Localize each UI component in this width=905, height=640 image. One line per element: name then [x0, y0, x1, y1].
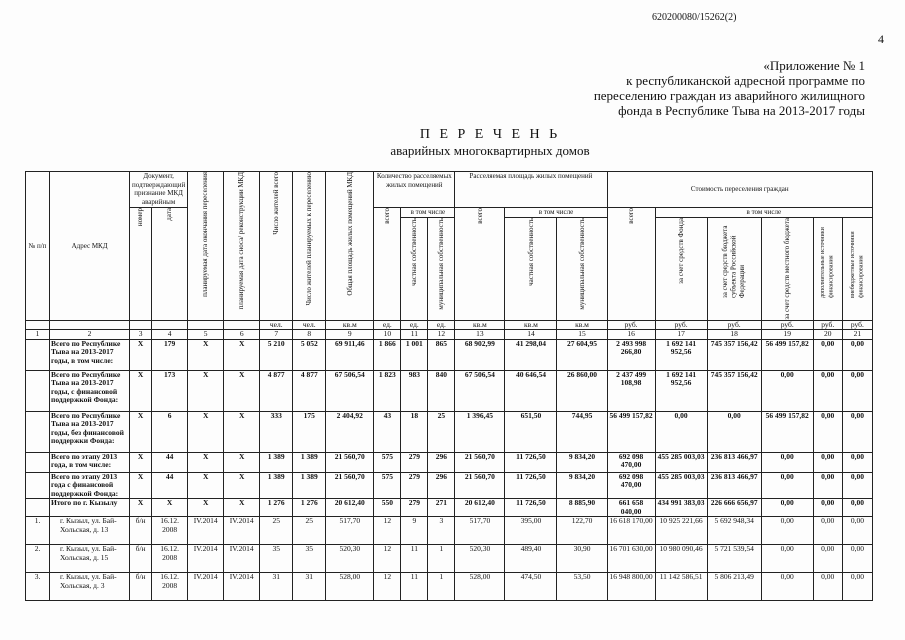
table-cell: б/н — [130, 545, 152, 573]
table-cell: 25 — [293, 517, 326, 545]
column-number-cell: 4 — [152, 330, 188, 340]
table-cell: Х — [130, 499, 152, 517]
table-cell: 20 612,40 — [326, 499, 374, 517]
table-cell: 517,70 — [455, 517, 505, 545]
table-cell: 489,40 — [505, 545, 557, 573]
column-number-cell: 17 — [655, 330, 707, 340]
column-number-cell: 10 — [374, 330, 401, 340]
table-cell: Х — [130, 452, 152, 472]
table-cell — [26, 411, 50, 452]
table-cell: 0,00 — [813, 545, 842, 573]
table-cell: 68 902,99 — [455, 339, 505, 370]
table-cell: 9 834,20 — [557, 452, 607, 472]
table-cell: 1 389 — [260, 452, 293, 472]
table-cell: 434 991 383,03 — [655, 499, 707, 517]
unit-cell: чел. — [293, 320, 326, 330]
unit-cell: ед. — [401, 320, 428, 330]
column-number-cell: 7 — [260, 330, 293, 340]
table-cell: 10 925 221,66 — [655, 517, 707, 545]
header-premises-incl: в том числе — [401, 208, 455, 218]
table-cell: 12 — [374, 545, 401, 573]
table-cell: 8 885,90 — [557, 499, 607, 517]
header-area-total: всего — [455, 208, 505, 321]
header-planned-end: планируемая дата окончания переселения — [188, 172, 224, 321]
table-cell: 517,70 — [326, 517, 374, 545]
table-cell: 0,00 — [707, 411, 761, 452]
column-number-cell: 21 — [842, 330, 872, 340]
table-cell: 21 560,70 — [455, 452, 505, 472]
table-cell: 0,00 — [761, 545, 813, 573]
document-code: 620200080/15262(2) — [652, 12, 737, 23]
header-premises-total: всего — [374, 208, 401, 321]
table-cell: Х — [188, 339, 224, 370]
table-cell: б/н — [130, 517, 152, 545]
table-cell: IV.2014 — [188, 573, 224, 601]
table-cell: 296 — [428, 472, 455, 499]
table-cell: 12 — [374, 573, 401, 601]
table-cell: 455 285 003,03 — [655, 452, 707, 472]
table-cell: 1 — [428, 573, 455, 601]
table-cell: 41 298,04 — [505, 339, 557, 370]
table-cell: 16.12. 2008 — [152, 517, 188, 545]
table-row — [26, 452, 873, 472]
table-cell: 4 877 — [260, 370, 293, 411]
table-cell: 21 560,70 — [326, 472, 374, 499]
header-premises-count: Количество расселяемых жилых помещений — [374, 172, 455, 208]
table-row — [26, 517, 873, 545]
table-cell: Х — [130, 339, 152, 370]
table-cell: г. Кызыл, ул. Бай-Хольская, д. 13 — [50, 517, 130, 545]
unit-cell: чел. — [260, 320, 293, 330]
header-resettled-area: Расселяемая площадь жилых помещений — [455, 172, 607, 208]
table-cell: 865 — [428, 339, 455, 370]
header-address: Адрес МКД — [50, 172, 130, 321]
table-cell: Всего по Республике Тыва на 2013-2017 годы, без финансовой поддержки Фонда: — [50, 411, 130, 452]
table-cell: 69 911,46 — [326, 339, 374, 370]
table-cell: 10 980 090,46 — [655, 545, 707, 573]
header-cost-incl: в том числе — [655, 208, 872, 218]
table-cell: 1 276 — [260, 499, 293, 517]
column-number-cell: 16 — [607, 330, 655, 340]
column-number-cell: 11 — [401, 330, 428, 340]
table-cell: 11 142 586,51 — [655, 573, 707, 601]
column-number-cell: 2 — [50, 330, 130, 340]
table-cell: 661 658 040,00 — [607, 499, 655, 517]
table-cell: 9 834,20 — [557, 472, 607, 499]
table-cell: Х — [224, 472, 260, 499]
table-cell: 474,50 — [505, 573, 557, 601]
table-header — [26, 172, 873, 340]
header-area-municipal: муниципальная собственность — [557, 218, 607, 321]
table-cell: 16 618 170,00 — [607, 517, 655, 545]
table-cell: 1 276 — [293, 499, 326, 517]
table-cell: 122,70 — [557, 517, 607, 545]
table-row — [26, 411, 873, 452]
table-cell — [26, 452, 50, 472]
table-cell: 279 — [401, 472, 428, 499]
table-cell: 0,00 — [761, 499, 813, 517]
table-cell: Всего по Республике Тыва на 2013-2017 годы, с финансовой поддержкой Фонда: — [50, 370, 130, 411]
table-cell: 1 389 — [293, 452, 326, 472]
table-cell: 56 499 157,82 — [761, 339, 813, 370]
column-number-cell: 19 — [761, 330, 813, 340]
table-cell: 30,90 — [557, 545, 607, 573]
table-row — [26, 339, 873, 370]
table-cell: 44 — [152, 472, 188, 499]
table-cell: 0,00 — [761, 573, 813, 601]
table-cell: 18 — [401, 411, 428, 452]
table-cell: Х — [224, 411, 260, 452]
table-cell: Х — [224, 499, 260, 517]
header-premises-private: частная собственность — [401, 218, 428, 321]
page-title: П Е Р Е Ч Е Н Ь — [419, 127, 561, 142]
column-number-cell: 15 — [557, 330, 607, 340]
table-cell: 692 098 470,00 — [607, 452, 655, 472]
column-number-cell: 8 — [293, 330, 326, 340]
table-cell: 279 — [401, 452, 428, 472]
table-cell: 21 560,70 — [455, 472, 505, 499]
table-row — [26, 499, 873, 517]
appendix-line-3: переселению граждан из аварийного жилищного — [593, 88, 865, 103]
unit-cell: ед. — [374, 320, 401, 330]
table-cell: 3 — [428, 517, 455, 545]
unit-cell: ед. — [428, 320, 455, 330]
header-area-incl: в том числе — [505, 208, 607, 218]
table-cell: 175 — [293, 411, 326, 452]
table-cell: 6 — [152, 411, 188, 452]
table-cell: 2. — [26, 545, 50, 573]
table-cell: 56 499 157,82 — [761, 411, 813, 452]
table-cell: Х — [130, 370, 152, 411]
table-cell: Х — [224, 370, 260, 411]
table-cell: 0,00 — [655, 411, 707, 452]
table-cell: г. Кызыл, ул. Бай-Хольская, д. 15 — [50, 545, 130, 573]
header-cost-nonbudget: внебюджетные источники финансирования — [842, 218, 872, 321]
column-number-cell: 18 — [707, 330, 761, 340]
table-cell: 5 721 539,54 — [707, 545, 761, 573]
table-cell: Х — [224, 452, 260, 472]
table-cell: 395,00 — [505, 517, 557, 545]
table-cell: 3. — [26, 573, 50, 601]
table-cell: 0,00 — [813, 573, 842, 601]
table-cell: 0,00 — [761, 472, 813, 499]
table-cell: 520,30 — [455, 545, 505, 573]
unit-cell: руб. — [761, 320, 813, 330]
table-cell: 0,00 — [842, 517, 872, 545]
table-cell: 12 — [374, 517, 401, 545]
table-cell: 35 — [260, 545, 293, 573]
unit-cell: руб. — [813, 320, 842, 330]
unit-cell: кв.м — [557, 320, 607, 330]
header-document: Документ, подтверждающий признание МКД аварийным — [130, 172, 188, 208]
table-cell: 1 389 — [293, 472, 326, 499]
table-cell: 31 — [293, 573, 326, 601]
table-cell: 27 604,95 — [557, 339, 607, 370]
page-subtitle: аварийных многоквартирных домов — [390, 143, 590, 158]
table-cell: 271 — [428, 499, 455, 517]
unit-cell: руб. — [655, 320, 707, 330]
table-cell: 56 499 157,82 — [607, 411, 655, 452]
table-cell: 11 — [401, 573, 428, 601]
table-cell: Всего по этапу 2013 года, в том числе: — [50, 452, 130, 472]
table-cell: 0,00 — [813, 452, 842, 472]
table-cell: IV.2014 — [188, 517, 224, 545]
table-cell: Итого по г. Кызылу — [50, 499, 130, 517]
table-cell: 25 — [260, 517, 293, 545]
table-cell: 21 560,70 — [326, 452, 374, 472]
unit-cell: кв.м — [505, 320, 557, 330]
table-cell: 1 866 — [374, 339, 401, 370]
table-cell: 745 357 156,42 — [707, 339, 761, 370]
header-cost-subject: за счет средств бюджета субъекта Российской Федерации — [707, 218, 761, 321]
table-cell — [26, 370, 50, 411]
table-cell: 1 823 — [374, 370, 401, 411]
column-number-cell: 5 — [188, 330, 224, 340]
column-number-cell: 12 — [428, 330, 455, 340]
table-cell: 236 813 466,97 — [707, 472, 761, 499]
table-cell: 25 — [428, 411, 455, 452]
table-cell: 550 — [374, 499, 401, 517]
header-total-area: Общая площадь жилых помещений МКД — [326, 172, 374, 321]
table-cell: 744,95 — [557, 411, 607, 452]
table-cell: 0,00 — [813, 339, 842, 370]
table-cell: 1 001 — [401, 339, 428, 370]
table-cell: 983 — [401, 370, 428, 411]
table-cell: Х — [188, 472, 224, 499]
table-cell: б/н — [130, 573, 152, 601]
table-cell: Х — [224, 339, 260, 370]
table-cell: IV.2014 — [224, 517, 260, 545]
table-cell: 2 404,92 — [326, 411, 374, 452]
table-cell: 575 — [374, 452, 401, 472]
header-premises-municipal: муниципальная собственность — [428, 218, 455, 321]
header-cost-total: всего — [607, 208, 655, 321]
table-cell: 0,00 — [842, 452, 872, 472]
table-cell: 1. — [26, 517, 50, 545]
table-cell: 1 396,45 — [455, 411, 505, 452]
header-cost: Стоимость переселения граждан — [607, 172, 872, 208]
table-cell: 2 493 998 266,80 — [607, 339, 655, 370]
header-doc-number: номер — [130, 208, 152, 321]
table-cell: 0,00 — [813, 472, 842, 499]
column-number-cell: 14 — [505, 330, 557, 340]
table-cell: 11 — [401, 545, 428, 573]
table-cell: 0,00 — [842, 545, 872, 573]
table-cell: 16.12. 2008 — [152, 573, 188, 601]
unit-cell: руб. — [707, 320, 761, 330]
header-residents-total: Число жителей всего — [260, 172, 293, 321]
header-planned-demolition: планируемая дата сноса/ реконструкции МКД — [224, 172, 260, 321]
header-doc-date: дата — [152, 208, 188, 321]
table-cell: 1 692 141 952,56 — [655, 370, 707, 411]
table-cell: IV.2014 — [224, 545, 260, 573]
table-cell: 44 — [152, 452, 188, 472]
table-cell: 0,00 — [842, 573, 872, 601]
table-cell: 0,00 — [813, 370, 842, 411]
table-cell: 9 — [401, 517, 428, 545]
table-cell: 0,00 — [842, 499, 872, 517]
table-cell: 651,50 — [505, 411, 557, 452]
header-cost-fund: за счет средств Фонда — [655, 218, 707, 321]
column-numbers-row — [26, 330, 873, 340]
table-cell: 20 612,40 — [455, 499, 505, 517]
table-cell: 67 506,54 — [326, 370, 374, 411]
table-cell: г. Кызыл, ул. Бай-Хольская, д. 3 — [50, 573, 130, 601]
column-number-cell: 3 — [130, 330, 152, 340]
table-cell: 0,00 — [813, 411, 842, 452]
table-cell: 0,00 — [813, 499, 842, 517]
table-cell: 745 357 156,42 — [707, 370, 761, 411]
table-cell: 2 437 499 108,98 — [607, 370, 655, 411]
table-cell: Х — [188, 499, 224, 517]
table-cell: 1 — [428, 545, 455, 573]
table-cell: 4 877 — [293, 370, 326, 411]
appendix-line-2: к республиканской адресной программе по — [626, 73, 865, 88]
table-cell: 0,00 — [761, 517, 813, 545]
page-number: 4 — [878, 32, 884, 46]
houses-table — [25, 171, 873, 601]
table-cell: 1 692 141 952,56 — [655, 339, 707, 370]
table-cell: 692 098 470,00 — [607, 472, 655, 499]
table-cell: 226 666 656,97 — [707, 499, 761, 517]
header-cost-local: за счет средств местного бюджета — [761, 218, 813, 321]
appendix-line-4: фонда в Республике Тыва на 2013-2017 годы — [618, 103, 865, 118]
column-number-cell: 6 — [224, 330, 260, 340]
column-number-cell: 13 — [455, 330, 505, 340]
table-cell: Х — [188, 411, 224, 452]
table-row — [26, 370, 873, 411]
table-cell: 5 692 948,34 — [707, 517, 761, 545]
table-cell: 1 389 — [260, 472, 293, 499]
column-number-cell: 1 — [26, 330, 50, 340]
table-cell: 35 — [293, 545, 326, 573]
table-cell: 31 — [260, 573, 293, 601]
units-row — [26, 320, 873, 330]
table-cell: IV.2014 — [224, 573, 260, 601]
table-cell: 840 — [428, 370, 455, 411]
table-cell: 16.12. 2008 — [152, 545, 188, 573]
table-cell: Х — [188, 452, 224, 472]
table-cell: 179 — [152, 339, 188, 370]
header-num: № п/п — [26, 172, 50, 321]
table-cell — [26, 472, 50, 499]
table-cell: 0,00 — [761, 370, 813, 411]
header-area-private: частная собственность — [505, 218, 557, 321]
table-cell: 528,00 — [455, 573, 505, 601]
table-cell: 520,30 — [326, 545, 374, 573]
unit-cell: руб. — [842, 320, 872, 330]
table-cell: Х — [152, 499, 188, 517]
table-cell: 528,00 — [326, 573, 374, 601]
table-cell: 11 726,50 — [505, 499, 557, 517]
header-residents-planned: Число жителей планируемых к переселению — [293, 172, 326, 321]
table-cell: 0,00 — [842, 370, 872, 411]
table-cell: 0,00 — [813, 517, 842, 545]
table-cell — [26, 499, 50, 517]
table-cell: 40 646,54 — [505, 370, 557, 411]
table-cell: 455 285 003,03 — [655, 472, 707, 499]
table-cell: 53,50 — [557, 573, 607, 601]
header-cost-extra: дополнительные источники финансирования — [813, 218, 842, 321]
table-row — [26, 573, 873, 601]
table-cell: 16 948 800,00 — [607, 573, 655, 601]
table-cell: Х — [130, 411, 152, 452]
column-number-cell: 9 — [326, 330, 374, 340]
table-cell: Всего по этапу 2013 года с финансовой поддержкой Фонда: — [50, 472, 130, 499]
unit-cell: руб. — [607, 320, 655, 330]
table-cell: 11 726,50 — [505, 452, 557, 472]
table-cell: 26 860,00 — [557, 370, 607, 411]
table-cell: 0,00 — [761, 452, 813, 472]
table-cell: 0,00 — [842, 411, 872, 452]
table-cell: 5 210 — [260, 339, 293, 370]
table-cell: 173 — [152, 370, 188, 411]
column-number-cell: 20 — [813, 330, 842, 340]
table-body — [26, 339, 873, 601]
table-row — [26, 472, 873, 499]
table-cell: 575 — [374, 472, 401, 499]
table-cell: Всего по Республике Тыва на 2013-2017 годы, в том числе: — [50, 339, 130, 370]
table-cell: 5 052 — [293, 339, 326, 370]
table-cell: 296 — [428, 452, 455, 472]
table-cell: Х — [130, 472, 152, 499]
table-cell: 0,00 — [842, 472, 872, 499]
table-cell: 279 — [401, 499, 428, 517]
table-cell: 11 726,50 — [505, 472, 557, 499]
table-cell: 0,00 — [842, 339, 872, 370]
table-cell: IV.2014 — [188, 545, 224, 573]
unit-cell: кв.м — [326, 320, 374, 330]
appendix-line-1: «Приложение № 1 — [763, 58, 865, 73]
table-cell — [26, 339, 50, 370]
table-cell: Х — [188, 370, 224, 411]
table-cell: 43 — [374, 411, 401, 452]
table-cell: 5 806 213,49 — [707, 573, 761, 601]
table-row — [26, 545, 873, 573]
table-cell: 16 701 630,00 — [607, 545, 655, 573]
table-cell: 333 — [260, 411, 293, 452]
table-cell: 236 813 466,97 — [707, 452, 761, 472]
unit-cell: кв.м — [455, 320, 505, 330]
table-cell: 67 506,54 — [455, 370, 505, 411]
